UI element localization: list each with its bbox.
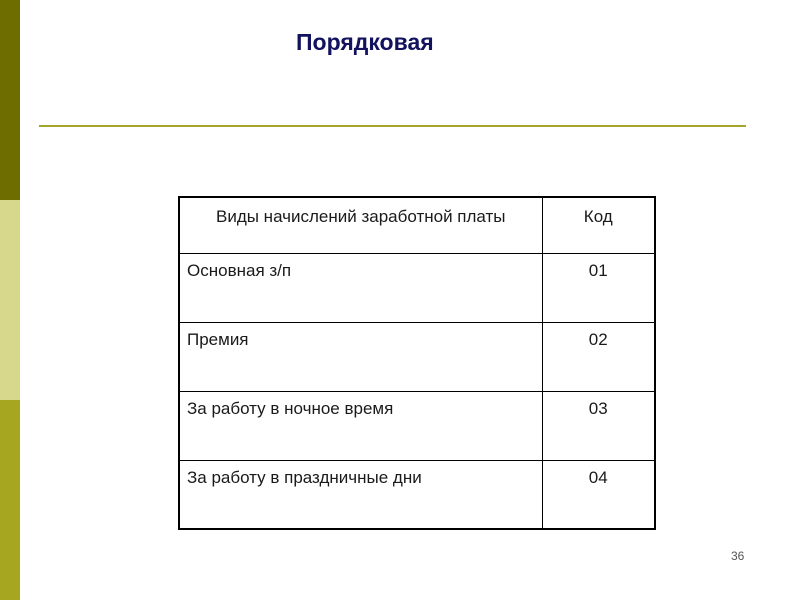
header-accrual-type: Виды начислений заработной платы (179, 197, 542, 253)
side-bar-top (0, 0, 20, 200)
table-row (179, 322, 655, 391)
accrual-type-cell: Премия (179, 322, 542, 391)
accrual-codes-table (178, 196, 656, 530)
side-bar-middle (0, 200, 20, 400)
table-row (179, 253, 655, 322)
table-row (179, 460, 655, 529)
accrual-type-cell: За работу в праздничные дни (179, 460, 542, 529)
table-header-row (179, 197, 655, 253)
accrual-type-cell: Основная з/п (179, 253, 542, 322)
table-row (179, 391, 655, 460)
accrual-type-cell: За работу в ночное время (179, 391, 542, 460)
code-cell: 01 (542, 253, 655, 322)
slide-title: Порядковая (296, 29, 434, 55)
code-cell: 04 (542, 460, 655, 529)
title-divider (39, 125, 746, 127)
code-cell: 03 (542, 391, 655, 460)
side-bar-bottom (0, 400, 20, 600)
code-cell: 02 (542, 322, 655, 391)
page-number: 36 (731, 549, 745, 563)
header-code: Код (542, 197, 655, 253)
